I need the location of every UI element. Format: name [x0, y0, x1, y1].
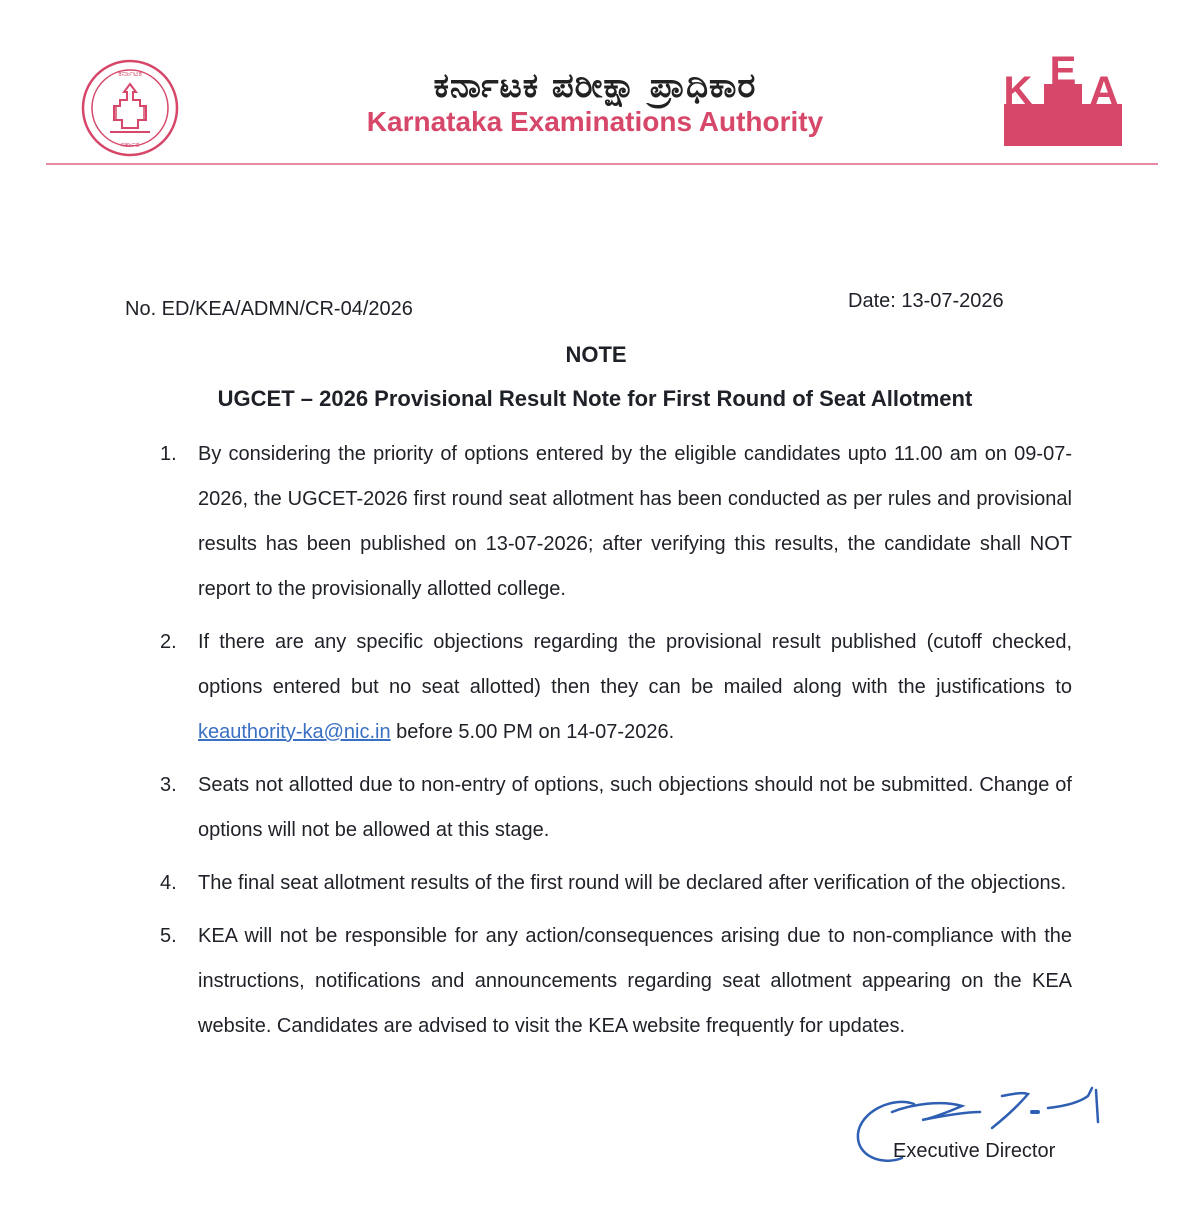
point-text-after: before 5.00 PM on 14-07-2026.	[390, 721, 675, 743]
list-item	[160, 620, 1072, 755]
email-link[interactable]: keauthority-ka@nic.in	[198, 721, 391, 743]
point-text: The final seat allotment results of the first round will be declared after verification of the objections.	[198, 872, 1067, 894]
point-number: 1.	[160, 443, 177, 465]
point-text: KEA will not be responsible for any action/consequences arising due to non-compliance with the instructions, notifications and announcements regarding seat allotment appearing on the KEA website. Candidates are advised to visit the KEA website frequently for updates.	[198, 925, 1072, 1037]
seal-text-bottom: ಸರ್ಕಾರ	[120, 140, 140, 149]
point-number: 3.	[160, 774, 177, 796]
point-text-before: If there are any specific objections regarding the provisional result published (cutoff checked, options entered but no seat allotted) then they can be mailed along with the justifications to	[198, 631, 1072, 698]
point-number: 5.	[160, 925, 177, 947]
reference-date: Date: 13-07-2026	[848, 290, 1004, 312]
list-item	[160, 763, 1072, 853]
point-text: By considering the priority of options entered by the eligible candidates upto 11.00 am on 09-07-2026, the UGCET-2026 first round seat allotment has been conducted as per rules and provisional results has been published on 13-07-2026; after verifying this results, the candidate shall NOT report to the provisionally allotted college.	[198, 443, 1072, 600]
logo-letter-e: E	[1049, 54, 1077, 93]
point-text	[198, 620, 1072, 755]
kea-logo-icon	[1000, 54, 1126, 150]
authority-name-kannada: ಕರ್ನಾಟಕ ಪರೀಕ್ಷಾ ಪ್ರಾಧಿಕಾರ	[433, 66, 757, 106]
subject-line: UGCET – 2026 Provisional Result Note for First Round of Seat Allotment	[217, 386, 973, 411]
list-item	[160, 432, 1072, 612]
list-item	[160, 914, 1072, 1049]
header-divider	[46, 163, 1158, 165]
reference-number: No. ED/KEA/ADMN/CR-04/2026	[125, 298, 413, 320]
point-number: 4.	[160, 872, 177, 894]
point-number: 2.	[160, 631, 177, 653]
signatory-title: Executive Director	[893, 1140, 1056, 1162]
seal-text-top: ಕರ್ನಾಟಕ	[118, 69, 142, 78]
karnataka-seal-icon	[80, 58, 180, 158]
logo-letter-k: K	[1003, 69, 1033, 113]
note-heading: NOTE	[565, 342, 627, 367]
point-text: Seats not allotted due to non-entry of options, such objections should not be submitted. Change of options will not be allowed at this stage.	[198, 774, 1072, 841]
notice-points-list	[160, 432, 1072, 1057]
list-item	[160, 861, 1072, 906]
authority-name-english: Karnataka Examinations Authority	[366, 106, 824, 137]
logo-letter-a: A	[1089, 69, 1119, 113]
